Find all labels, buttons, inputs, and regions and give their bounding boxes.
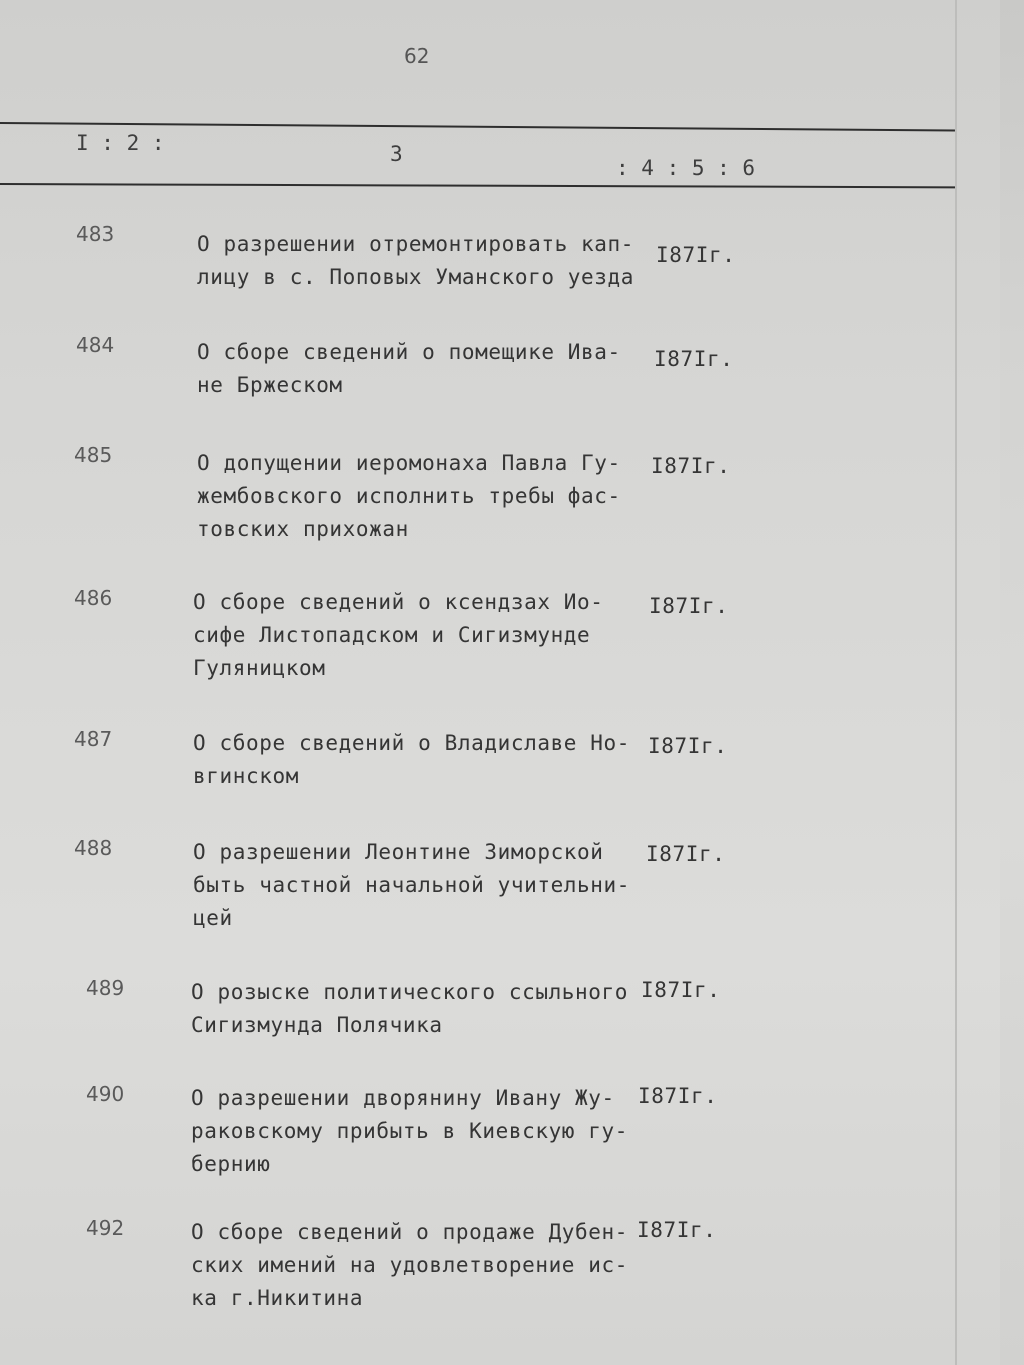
- record-line: О разрешении отремонтировать кап-: [197, 232, 635, 256]
- record-line: быть частной начальной учительни-: [193, 873, 631, 897]
- record-year: I87Iг.: [648, 734, 728, 758]
- record-year: I87Iг.: [654, 347, 734, 371]
- record-line: Гуляницком: [193, 656, 326, 680]
- record-line: не Бржеском: [197, 373, 343, 397]
- record-title: [193, 586, 604, 685]
- column-header-1-2: I : 2 :: [76, 131, 165, 155]
- record-year: I87Iг.: [641, 978, 721, 1002]
- record-title: [193, 836, 630, 935]
- record-number: 488: [74, 836, 113, 860]
- column-header-3: 3: [390, 142, 403, 166]
- record-line: ских имений на удовлетворение ис-: [191, 1253, 629, 1277]
- record-number: 484: [76, 333, 115, 357]
- record-title: [191, 1216, 628, 1315]
- record-year: I87Iг.: [646, 842, 726, 866]
- record-line: лицу в с. Поповых Уманского уезда: [197, 265, 635, 289]
- record-title: [193, 727, 630, 793]
- record-year: I87Iг.: [656, 243, 736, 267]
- record-line: вгинском: [193, 764, 299, 788]
- record-title: [197, 447, 621, 546]
- record-year: I87Iг.: [637, 1218, 717, 1242]
- record-number: 487: [74, 727, 113, 751]
- record-title: [197, 228, 634, 294]
- record-line: ка г.Никитина: [191, 1286, 364, 1310]
- record-number: 490: [86, 1082, 125, 1106]
- record-line: О сборе сведений о помещике Ива-: [197, 340, 621, 364]
- record-line: О сборе сведений о Владиславе Но-: [193, 731, 631, 755]
- record-line: О разрешении Леонтине Зиморской: [193, 840, 604, 864]
- record-line: О разрешении дворянину Ивану Жу-: [191, 1086, 615, 1110]
- record-line: раковскому прибыть в Киевскую гу-: [191, 1119, 629, 1143]
- record-line: О сборе сведений о продаже Дубен-: [191, 1220, 629, 1244]
- record-line: цей: [193, 906, 233, 930]
- record-line: О розыске политического ссыльного: [191, 980, 629, 1004]
- record-title: [191, 976, 628, 1042]
- page-number: 62: [404, 44, 430, 68]
- column-header-4-5-6: : 4 : 5 : 6: [616, 156, 756, 180]
- record-line: товских прихожан: [197, 517, 409, 541]
- record-number: 485: [74, 443, 113, 467]
- record-year: I87Iг.: [638, 1084, 718, 1108]
- record-number: 483: [76, 222, 115, 246]
- record-line: О допущении иеромонаха Павла Гу-: [197, 451, 621, 475]
- record-number: 489: [86, 976, 125, 1000]
- record-line: бернию: [191, 1152, 271, 1176]
- record-year: I87Iг.: [651, 454, 731, 478]
- record-number: 492: [86, 1216, 125, 1240]
- record-year: I87Iг.: [649, 594, 729, 618]
- record-title: [191, 1082, 628, 1181]
- record-line: сифе Листопадском и Сигизмунде: [193, 623, 591, 647]
- record-number: 486: [74, 586, 113, 610]
- record-line: О сборе сведений о ксендзах Ио-: [193, 590, 604, 614]
- page-edge: [955, 0, 957, 1365]
- record-line: жембовского исполнить требы фас-: [197, 484, 621, 508]
- record-title: [197, 336, 621, 402]
- record-line: Сигизмунда Полячика: [191, 1013, 443, 1037]
